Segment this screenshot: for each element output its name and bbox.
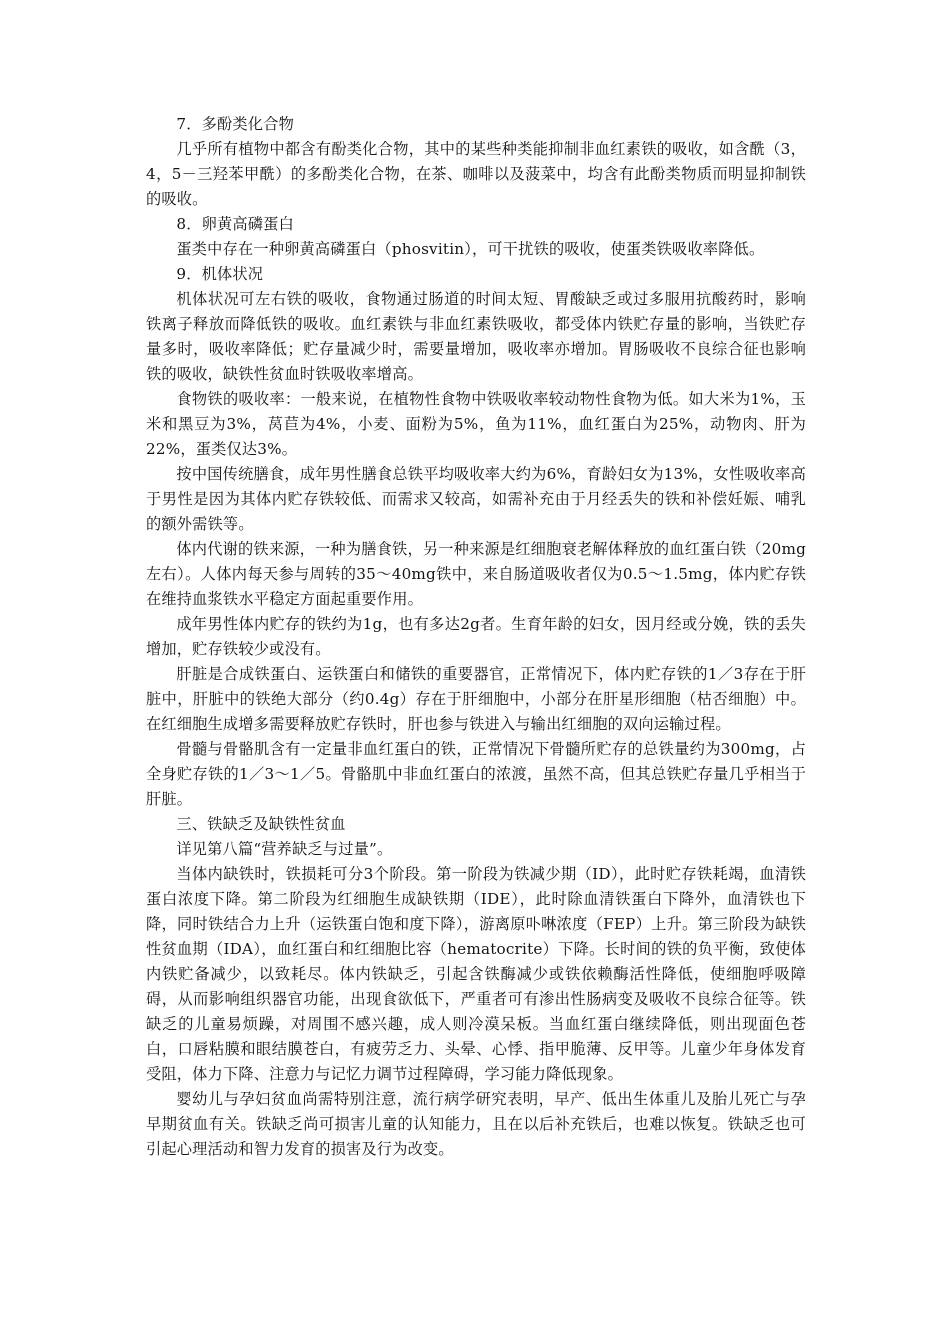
heading-phosvitin: 8．卵黄高磷蛋白 [176, 215, 294, 233]
paragraph-liver: 肝脏是合成铁蛋白、运铁蛋白和储铁的重要器官，正常情况下，体内贮存铁的1／3存在于肝脏中，肝脏中的铁绝大部分（约0.4g）存在于肝细胞中，小部分在肝星形细胞（枯否细胞）中。在红细胞生成增多需要释放贮存铁时，肝也参与铁进入与输出红细胞的双向运输过程。 [146, 665, 806, 733]
paragraph-absorption-rates: 食物铁的吸收率：一般来说，在植物性食物中铁吸收率较动物性食物为低。如大米为1%，玉米和黑豆为3%，莴苣为4%，小麦、面粉为5%，鱼为11%，血红蛋白为25%，动物肉、肝为22%，蛋类仅达3%。 [146, 390, 806, 458]
paragraph-iron-sources: 体内代谢的铁来源，一种为膳食铁，另一种来源是红细胞衰老解体释放的血红蛋白铁（20mg左右）。人体内每天参与周转的35～40mg铁中，来自肠道吸收者仅为0.5～1.5mg，体内贮存铁在维持血浆铁水平稳定方面起重要作用。 [146, 540, 806, 608]
heading-polyphenols: 7．多酚类化合物 [176, 115, 294, 133]
paragraph-iron-storage-adults: 成年男性体内贮存的铁约为1g，也有多达2g者。生育年龄的妇女，因月经或分娩，铁的丢失增加，贮存铁较少或没有。 [146, 615, 806, 658]
paragraph-see-also: 详见第八篇“营养缺乏与过量”。 [176, 840, 393, 858]
paragraph-polyphenols: 几乎所有植物中都含有酚类化合物，其中的某些种类能抑制非血红素铁的吸收，如含酰（3，4，5－三羟苯甲酰）的多酚类化合物，在茶、咖啡以及菠菜中，均含有此酚类物质而明显抑制铁的吸收。 [146, 140, 806, 208]
heading-body-condition: 9．机体状况 [176, 265, 264, 283]
paragraph-body-condition: 机体状况可左右铁的吸收，食物通过肠道的时间太短、胃酸缺乏或过多服用抗酸药时，影响铁离子释放而降低铁的吸收。血红素铁与非血红素铁吸收，都受体内铁贮存量的影响，当铁贮存量多时，吸收率降低；贮存量减少时，需要量增加，吸收率亦增加。胃肠吸收不良综合征也影响铁的吸收，缺铁性贫血时铁吸收率增高。 [146, 290, 806, 383]
document-page [146, 112, 806, 1162]
paragraph-infants-pregnancy: 婴幼儿与孕妇贫血尚需特别注意，流行病学研究表明，早产、低出生体重儿及胎儿死亡与孕早期贫血有关。铁缺乏尚可损害儿童的认知能力，且在以后补充铁后，也难以恢复。铁缺乏也可引起心理活动和智力发育的损害及行为改变。 [146, 1090, 806, 1158]
paragraph-chinese-diet: 按中国传统膳食，成年男性膳食总铁平均吸收率大约为6%，育龄妇女为13%，女性吸收率高于男性是因为其体内贮存铁较低、而需求又较高，如需补充由于月经丢失的铁和补偿妊娠、哺乳的额外需铁等。 [146, 465, 806, 533]
paragraph-deficiency-stages: 当体内缺铁时，铁损耗可分3个阶段。第一阶段为铁减少期（ID），此时贮存铁耗竭，血清铁蛋白浓度下降。第二阶段为红细胞生成缺铁期（IDE），此时除血清铁蛋白下降外，血清铁也下降，同时铁结合力上升（运铁蛋白饱和度下降），游离原卟啉浓度（FEP）上升。第三阶段为缺铁性贫血期（IDA），血红蛋白和红细胞比容（hematocrite）下降。长时间的铁的负平衡，致使体内铁贮备减少，以致耗尽。体内铁缺乏，引起含铁酶减少或铁依赖酶活性降低，使细胞呼吸障碍，从而影响组织器官功能，出现食欲低下，严重者可有渗出性肠病变及吸收不良综合征等。铁缺乏的儿童易烦躁，对周围不感兴趣，成人则冷漠呆板。当血红蛋白继续降低，则出现面色苍白，口唇粘膜和眼结膜苍白，有疲劳乏力、头晕、心悸、指甲脆薄、反甲等。儿童少年身体发育受阻，体力下降、注意力与记忆力调节过程障碍，学习能力降低现象。 [146, 865, 806, 1083]
section-heading-iron-deficiency: 三、铁缺乏及缺铁性贫血 [176, 815, 346, 833]
paragraph-bone-marrow: 骨髓与骨骼肌含有一定量非血红蛋白的铁，正常情况下骨髓所贮存的总铁量约为300mg，占全身贮存铁的1／3～1／5。骨骼肌中非血红蛋白的浓渡，虽然不高，但其总铁贮存量几乎相当于肝脏。 [146, 740, 806, 808]
paragraph-phosvitin: 蛋类中存在一种卵黄高磷蛋白（phosvitin），可干扰铁的吸收，使蛋类铁吸收率降低。 [176, 240, 765, 258]
